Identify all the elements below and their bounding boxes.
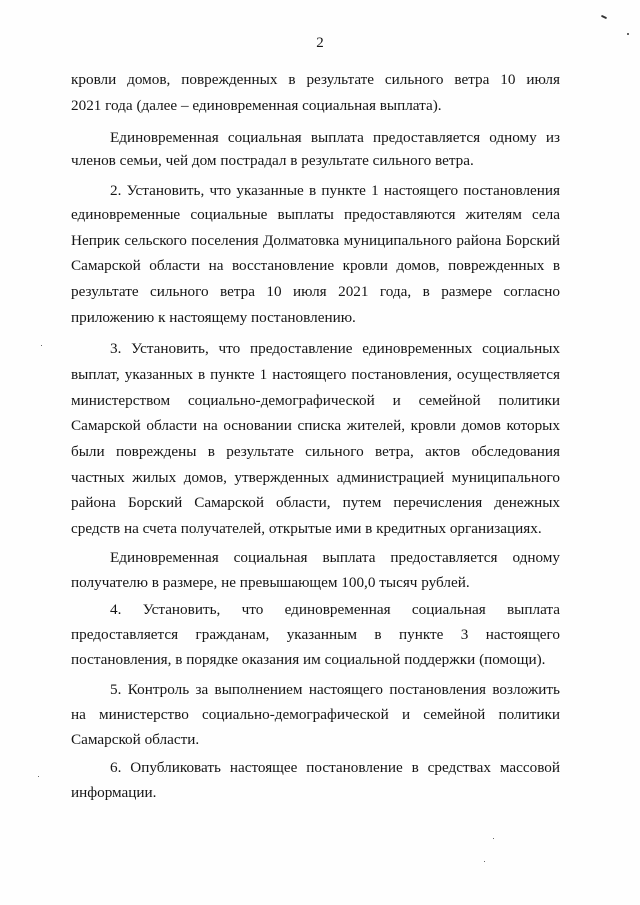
text-line: Самарской области. [71,731,200,748]
text-line: 4. Установить, что единовременная социальная выплата [110,601,560,618]
text-line: министерством социально-демографической и семейной политики [71,392,560,409]
scan-mark [601,15,607,19]
text-line: района Борский Самарской области, путем перечисления денежных [71,494,560,511]
text-line: частных жилых домов, утвержденных администрацией муниципального [71,469,560,486]
scan-mark [38,776,39,777]
text-line: средств на счета получателей, открытые ими в кредитных организациях. [71,520,542,537]
text-line: членов семьи, чей дом пострадал в результате сильного ветра. [71,152,474,169]
text-line: 2. Установить, что указанные в пункте 1 настоящего постановления [110,182,560,199]
text-line: Неприк сельского поселения Долматовка муниципального района Борский [71,232,560,249]
text-line: на министерство социально-демографической и семейной политики [71,706,560,723]
text-line: 2021 года (далее – единовременная социальная выплата). [71,97,442,114]
text-line: Единовременная социальная выплата предоставляется одному из [110,129,560,146]
text-line: Самарской области на восстановление кровли домов, поврежденных в [71,257,560,274]
scan-mark [484,861,485,862]
scan-mark [41,345,42,346]
text-line: постановления, в порядке оказания им социальной поддержки (помощи). [71,651,546,668]
text-line: предоставляется гражданам, указанным в пункте 3 настоящего [71,626,560,643]
text-line: единовременные социальные выплаты предоставляются жителям села [71,206,560,223]
text-line: информации. [71,784,157,801]
text-line: 6. Опубликовать настоящее постановление в средствах массовой [110,759,560,776]
text-line: Самарской области на основании списка жителей, кровли домов которых [71,417,560,434]
text-line: результате сильного ветра 10 июля 2021 года, в размере согласно [71,283,560,300]
text-line: были повреждены в результате сильного ветра, актов обследования [71,443,560,460]
text-line: 3. Установить, что предоставление единовременных социальных [110,340,560,357]
text-line: 5. Контроль за выполнением настоящего постановления возложить [110,681,560,698]
text-line: Единовременная социальная выплата предоставляется одному [110,549,560,566]
text-line: приложению к настоящему постановлению. [71,309,356,326]
scan-mark [493,838,494,839]
text-line: кровли домов, поврежденных в результате сильного ветра 10 июля [71,71,560,88]
scan-mark [627,33,629,35]
text-line: получателю в размере, не превышающем 100,0 тысяч рублей. [71,574,470,591]
text-line: выплат, указанных в пункте 1 настоящего постановления, осуществляется [71,366,560,383]
page-number: 2 [316,35,324,51]
